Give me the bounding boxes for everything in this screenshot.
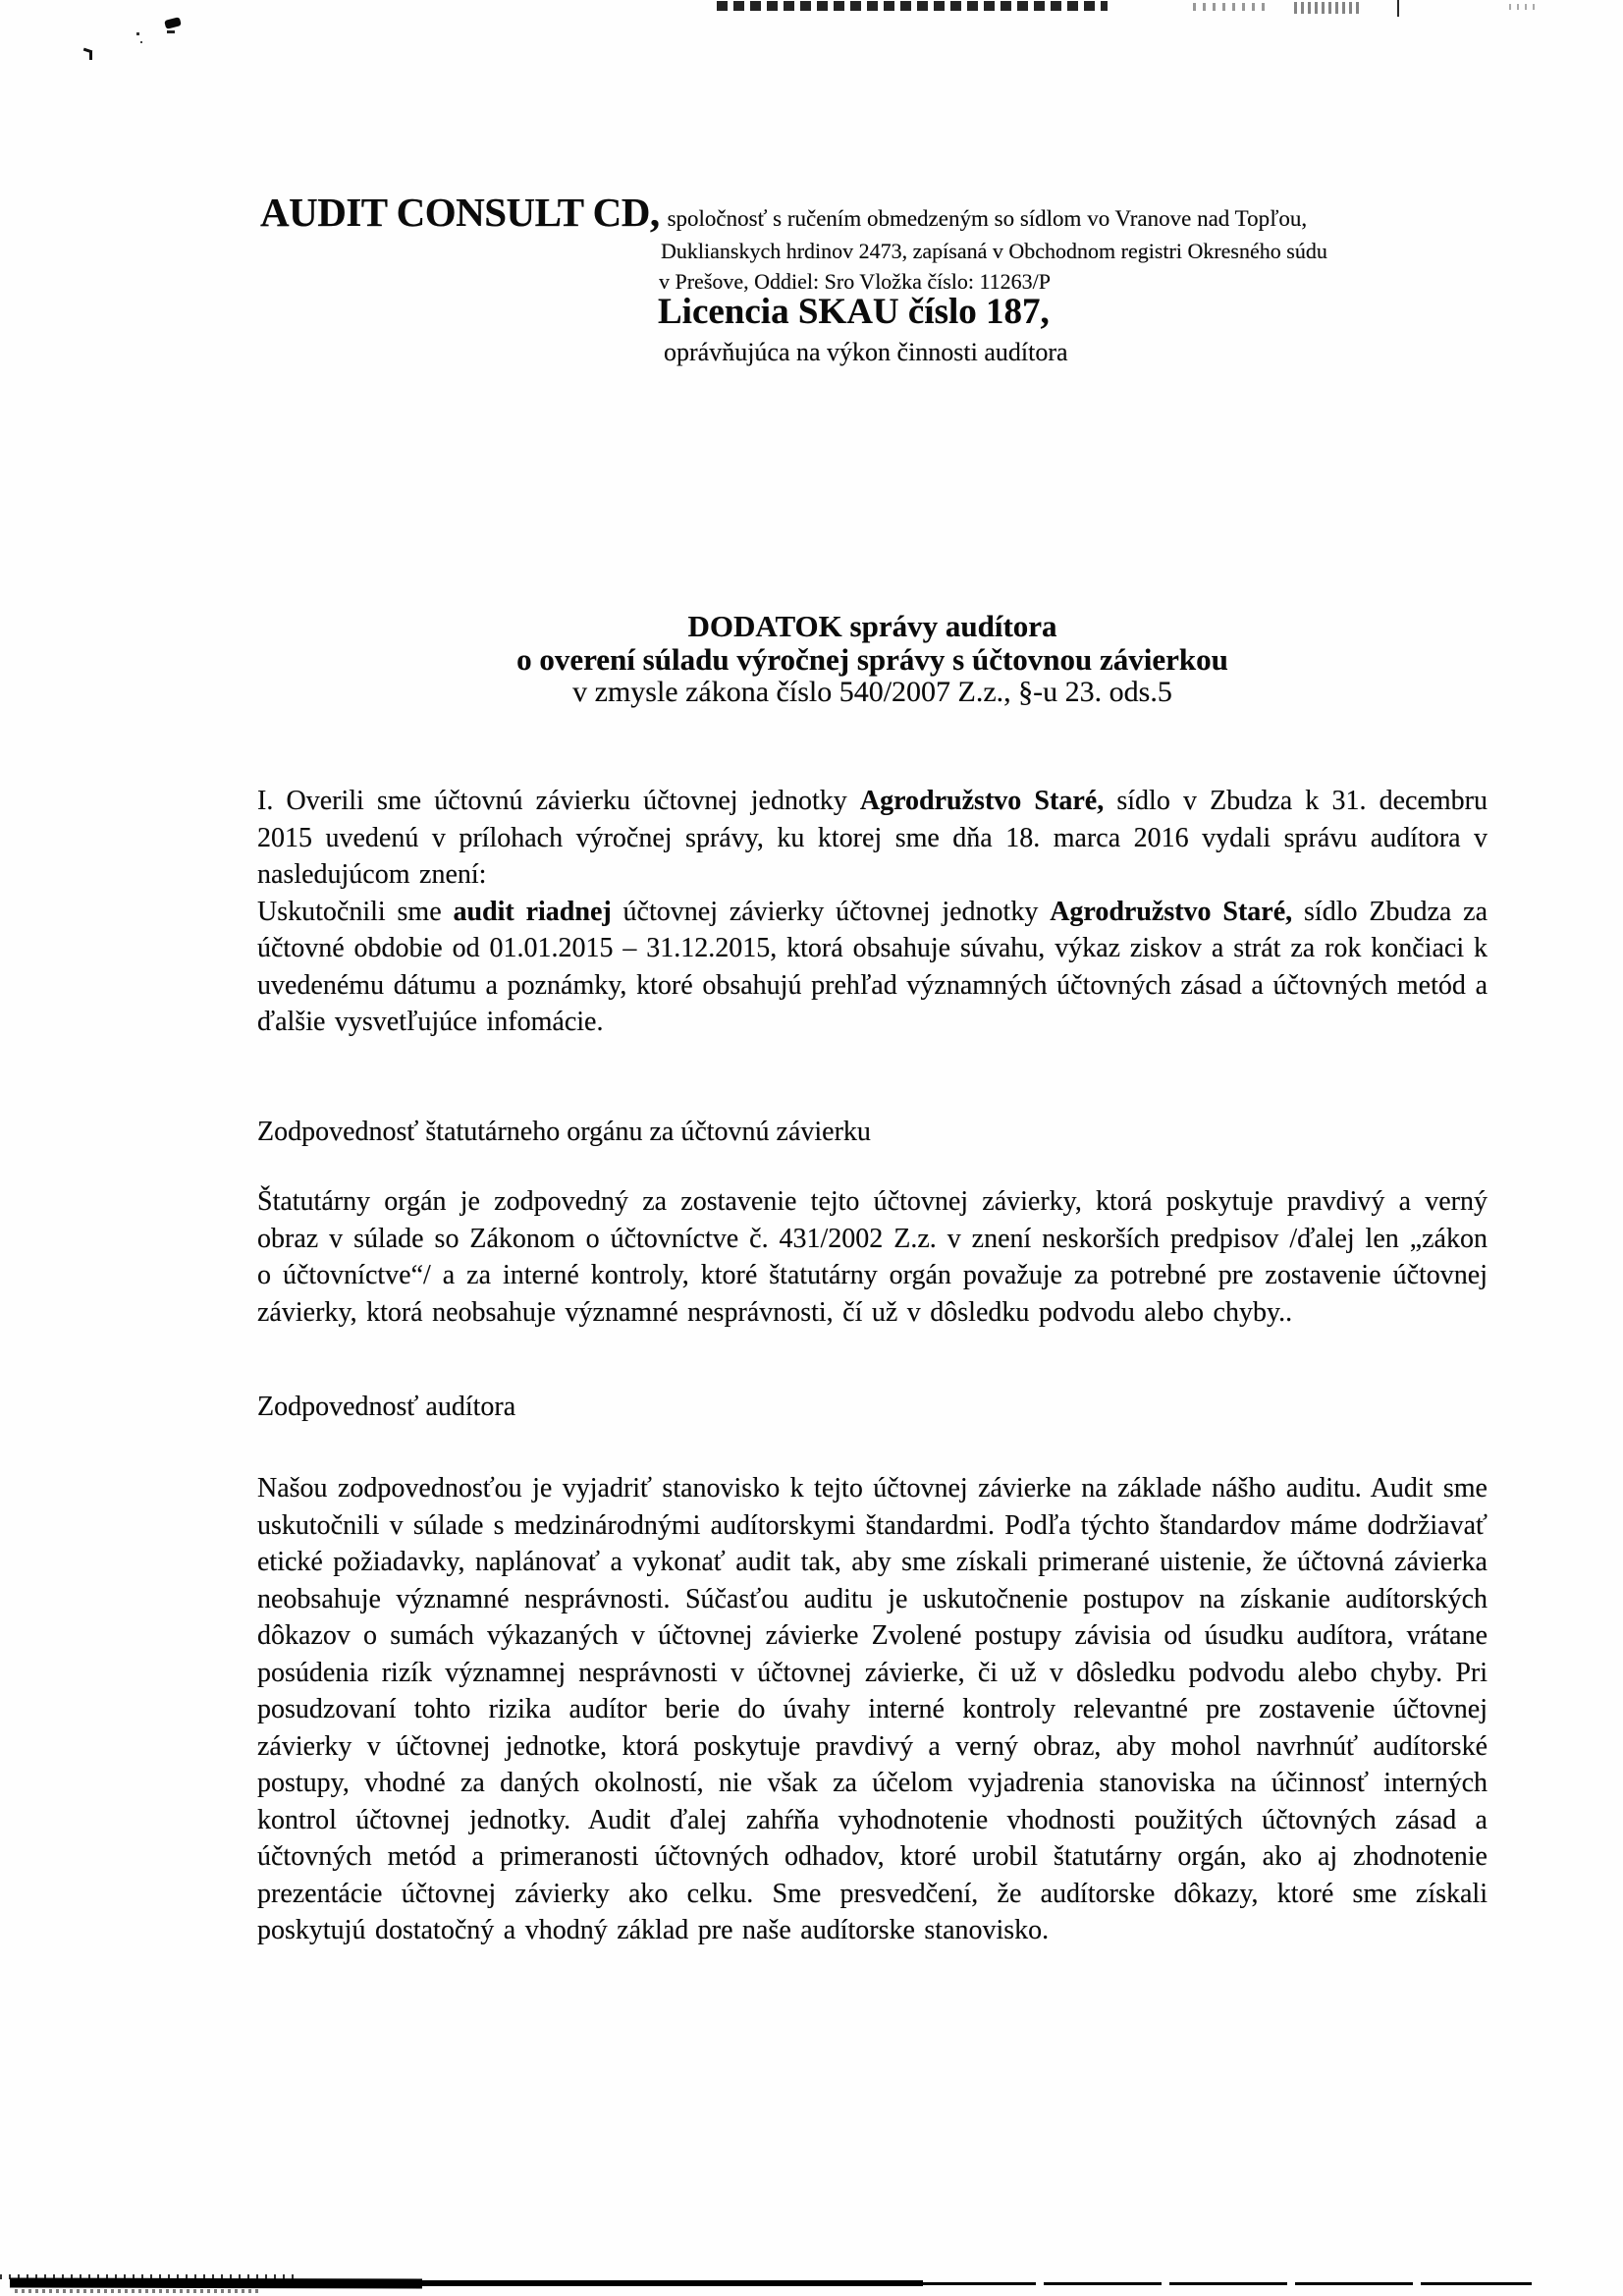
scan-noise-speck: [89, 51, 92, 60]
scan-noise-tick: [1397, 0, 1399, 17]
scan-noise-speck: [167, 30, 175, 33]
section-heading-statutory-responsibility: Zodpovednosť štatutárneho orgánu za účtovnú závierku: [257, 1117, 871, 1147]
document-title-line2: o overení súladu výročnej správy s účtovnou závierkou: [516, 641, 1228, 677]
paragraph-statutory-responsibility: Štatutárny orgán je zodpovedný za zostavenie tejto účtovnej závierky, ktorá poskytuje pravdivý a verný obraz v súlade so Zákonom o účtovníctve č. 431/2002 Z.z. v znení neskorších predpisov /ďalej len „zákon o účtovníctve“/ a za interné kontroly, ktoré štatutárny orgán považuje za potrebné pre zostavenie účtovnej závierky, ktorá neobsahuje významné nesprávnosti, čí už v dôsledku podvodu alebo chyby..: [257, 1186, 1488, 1328]
scan-noise-top-dashes: [717, 1, 1108, 11]
entity-name-bold: Agrodružstvo Staré,: [859, 786, 1105, 816]
scan-noise-speck: [140, 41, 142, 43]
scan-noise-top-dots: [1509, 4, 1539, 10]
scan-noise-top-dots: [1193, 3, 1271, 11]
scan-noise-bottom-bar: [10, 2277, 422, 2288]
intro-text: Uskutočnili sme: [257, 896, 454, 927]
intro-text: I. Overili sme účtovnú závierku účtovnej jednotky: [257, 786, 860, 816]
paragraph-auditor-responsibility: Našou zodpovednosťou je vyjadriť stanovisko k tejto účtovnej závierke na základe nášho auditu. Audit sme uskutočnili v súlade s medzinárodnými audítorskymi štandardmi. Podľa týchto štandardov máme dodržiavať etické požiadavky, naplánovať a vykonať audit tak, aby sme získali primerané uistenie, že účtovná závierka neobsahuje významné nesprávnosti. Súčasťou auditu je uskutočnenie postupov na získanie audítorských dôkazov o sumách výkazaných v účtovnej závierke Zvolené postupy závisia od úsudku audítora, vrátane posúdenia rizík významnej nesprávnosti v účtovnej závierke, či už v dôsledku podvodu alebo chyby. Pri posudzovaní tohto rizika audítor berie do úvahy interné kontroly relevantné pre zostavenie účtovnej závierky v účtovnej jednotke, ktorá poskytuje pravdivý a verný obraz, aby mohol navrhnúť audítorské postupy, vhodné za daných okolností, nie však za účelom vyjadrenia stanoviska na účinnosť interných kontrol účtovnej jednotky. Audit ďalej zahŕňa vyhodnotenie vhodnosti použitých účtovných zásad a účtovných metód a primeranosti účtovných odhadov, ktoré urobil štatutárny orgán, ako aj zhodnotenie prezentácie účtovnej závierky ako celku. Sme presvedčení, že audítorske dôkazy, ktoré sme získali poskytujú dostatočný a vhodný základ pre naše audítorske stanovisko.: [257, 1473, 1488, 1945]
company-description-line2: Duklianskych hrdinov 2473, zapísaná v Obchodnom registri Okresného súdu: [661, 239, 1327, 263]
scan-noise-bottom-bar: [918, 2282, 1532, 2285]
scan-noise-speck: [164, 17, 182, 29]
entity-name-bold: Agrodružstvo Staré,: [1050, 896, 1293, 927]
scan-noise-speck: [136, 32, 139, 35]
paragraph-intro: [257, 783, 1488, 1041]
document-title: [257, 610, 1488, 709]
company-description-line1: spoločnosť s ručením obmedzeným so sídlom vo Vranove nad Topľou,: [667, 206, 1308, 231]
intro-text: účtovnej závierky účtovnej jednotky: [611, 896, 1051, 927]
document-title-line3: v zmysle zákona číslo 540/2007 Z.z., §-u 23. ods.5: [572, 676, 1172, 708]
scan-noise-bottom-ticks: [0, 2274, 295, 2279]
audit-type-bold: audit riadnej: [453, 896, 612, 927]
intro-text: sídlo v Zbudza k 31. decembru 2015 uvedenú v prílohach výročnej správy, ku ktorej sme dňa 18. marca 2016 vydali správu audítora v nasledujúcom znení:: [257, 786, 1488, 890]
scan-noise-bottom-bar: [412, 2280, 923, 2286]
section-heading-auditor-responsibility: Zodpovednosť audítora: [257, 1392, 516, 1422]
licence-subtitle: oprávňujúca na výkon činnosti audítora: [664, 338, 1068, 366]
letterhead: [260, 189, 1307, 236]
licence-title: Licencia SKAU číslo 187,: [658, 292, 1050, 332]
company-registration-line: v Prešove, Oddiel: Sro Vložka číslo: 11263/P: [659, 269, 1052, 294]
scan-noise-bottom-speckles: [15, 2289, 260, 2293]
company-name: AUDIT CONSULT CD,: [260, 190, 660, 235]
intro-text: sídlo Zbudza za účtovné obdobie od 01.01.2015 – 31.12.2015, ktorá obsahuje súvahu, výkaz ziskov a strát za rok končiaci k uvedenému dátumu a poznámky, ktoré obsahujú prehľad významných účtovných zásad a účtovných metód a ďalšie vysvetľujúce infomácie.: [257, 896, 1488, 1037]
document-title-line1: DODATOK správy audítora: [687, 609, 1057, 643]
scan-noise-speck: [83, 48, 92, 54]
scan-noise-top-dots: [1294, 2, 1359, 14]
